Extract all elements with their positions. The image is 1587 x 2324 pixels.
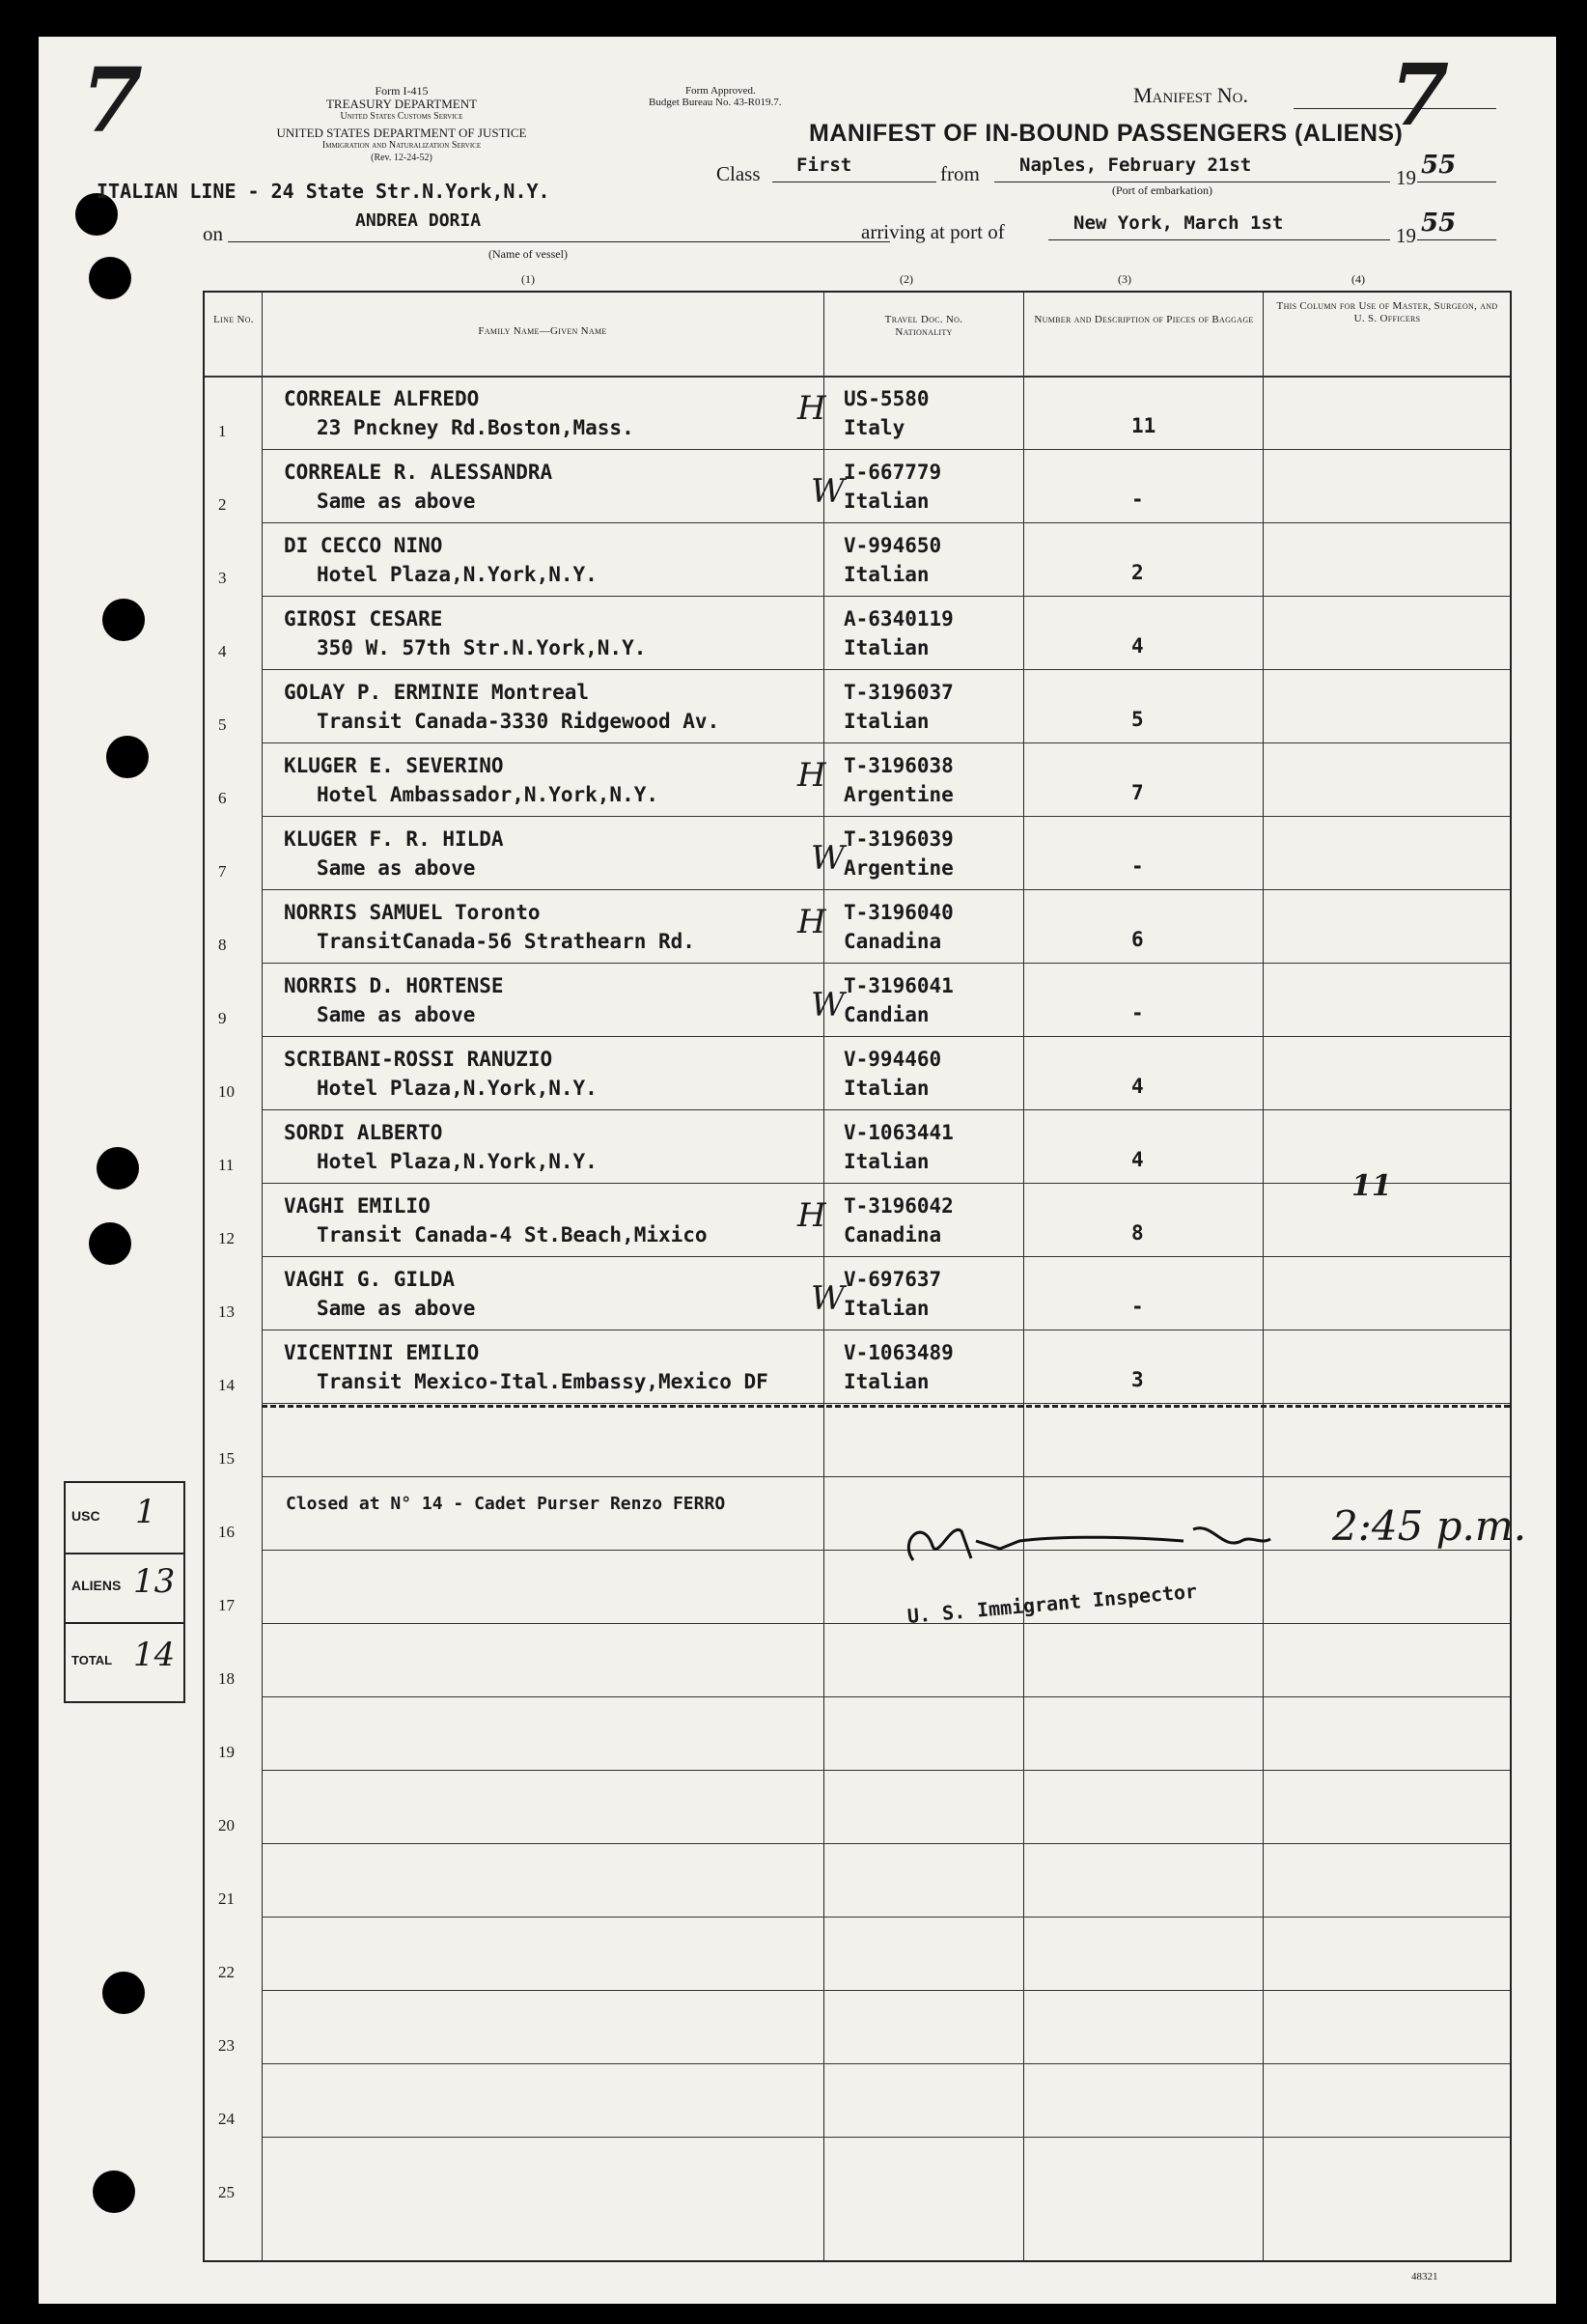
handwritten-w-mark: W bbox=[811, 986, 845, 1024]
handwritten-h-mark: H bbox=[797, 903, 826, 941]
punch-hole bbox=[89, 257, 131, 299]
usc-value: 1 bbox=[135, 1493, 156, 1531]
nationality: Italian bbox=[844, 636, 930, 659]
on-label: on bbox=[203, 222, 223, 245]
line-number: 8 bbox=[218, 936, 227, 954]
passenger-address: Transit Mexico-Ital.Embassy,Mexico DF bbox=[317, 1370, 768, 1393]
line-number: 12 bbox=[218, 1229, 235, 1247]
inspector-label: U. S. Immigrant Inspector bbox=[905, 1579, 1198, 1628]
row-divider bbox=[262, 669, 1510, 670]
travel-doc-number: T-3196038 bbox=[844, 754, 954, 777]
passenger-address: Transit Canada-3330 Ridgewood Av. bbox=[317, 710, 720, 733]
rev-line: (Rev. 12-24-52) bbox=[371, 153, 432, 163]
row-divider bbox=[262, 596, 1510, 597]
baggage-count: - bbox=[1131, 854, 1144, 878]
row-divider bbox=[262, 1476, 1510, 1477]
form-number: Form I-415 bbox=[375, 84, 429, 98]
handwritten-w-mark: W bbox=[811, 839, 845, 878]
passenger-address: Same as above bbox=[317, 856, 476, 880]
column-number-2: (2) bbox=[900, 272, 913, 286]
usc-label: USC bbox=[71, 1508, 100, 1524]
passenger-name: VAGHI G. GILDA bbox=[284, 1268, 456, 1291]
travel-doc-number: V-994460 bbox=[844, 1048, 942, 1071]
passenger-name: KLUGER F. R. HILDA bbox=[284, 827, 504, 851]
row-divider bbox=[262, 1696, 1510, 1697]
passenger-address: Hotel Plaza,N.York,N.Y. bbox=[317, 1150, 598, 1173]
header-baggage: Number and Description of Pieces of Baggage bbox=[1034, 314, 1254, 325]
row-divider bbox=[262, 1403, 1510, 1404]
passenger-name: GOLAY P. ERMINIE Montreal bbox=[284, 681, 590, 704]
line-number: 9 bbox=[218, 1009, 227, 1027]
ins-line: Immigration and Naturalization Service bbox=[321, 140, 482, 151]
handwritten-h-mark: H bbox=[797, 389, 826, 428]
baggage-count: 5 bbox=[1131, 708, 1144, 731]
budget-text: Budget Bureau No. 43-R019.7. bbox=[649, 97, 782, 108]
passenger-address: Transit Canada-4 St.Beach,Mixico bbox=[317, 1223, 708, 1246]
arriving-label: arriving at port of bbox=[861, 220, 1005, 243]
baggage-count: 4 bbox=[1131, 634, 1144, 658]
punch-hole bbox=[93, 2170, 135, 2213]
manifest-title: MANIFEST OF IN-BOUND PASSENGERS (ALIENS) bbox=[809, 120, 1404, 147]
row-divider bbox=[262, 2137, 1510, 2138]
travel-doc-number: T-3196041 bbox=[844, 974, 954, 997]
row-divider bbox=[262, 2063, 1510, 2064]
line-number: 16 bbox=[218, 1523, 235, 1541]
travel-doc-number: T-3196040 bbox=[844, 901, 954, 924]
passenger-address: 23 Pnckney Rd.Boston,Mass. bbox=[317, 416, 634, 439]
baggage-count: 4 bbox=[1131, 1075, 1144, 1098]
closing-separator bbox=[262, 1405, 1510, 1408]
total-label: TOTAL bbox=[71, 1653, 113, 1667]
travel-doc-number: A-6340119 bbox=[844, 607, 954, 630]
nationality: Italian bbox=[844, 490, 930, 513]
line-number: 21 bbox=[218, 1890, 235, 1908]
footer-code: 48321 bbox=[1411, 2271, 1438, 2282]
passenger-address: Same as above bbox=[317, 1297, 476, 1320]
punch-hole bbox=[89, 1222, 131, 1265]
passenger-address: 350 W. 57th Str.N.York,N.Y. bbox=[317, 636, 647, 659]
inspector-signature bbox=[894, 1512, 1338, 1570]
vessel-label: (Name of vessel) bbox=[488, 247, 568, 261]
baggage-count: - bbox=[1131, 1295, 1144, 1318]
row-divider bbox=[262, 1183, 1510, 1184]
passenger-address: TransitCanada-56 Strathearn Rd. bbox=[317, 930, 695, 953]
approval-block bbox=[649, 85, 781, 108]
travel-doc-number: T-3196039 bbox=[844, 827, 954, 851]
treasury-line: TREASURY DEPARTMENT bbox=[325, 97, 478, 111]
header-travel-doc: Travel Doc. No. Nationality bbox=[884, 314, 963, 338]
line-number: 14 bbox=[218, 1376, 235, 1394]
column-number-3: (3) bbox=[1118, 272, 1131, 286]
travel-doc-number: V-1063489 bbox=[844, 1341, 954, 1364]
corner-left-number: 7 bbox=[81, 48, 144, 153]
from-label: from bbox=[940, 162, 980, 185]
baggage-count: 8 bbox=[1131, 1221, 1144, 1245]
nationality: Italian bbox=[844, 1370, 930, 1393]
punch-hole bbox=[102, 599, 145, 641]
row-divider bbox=[262, 449, 1510, 450]
closed-note: Closed at N° 14 - Cadet Purser Renzo FERRO bbox=[286, 1494, 726, 1514]
baggage-count: 11 bbox=[1131, 414, 1156, 437]
baggage-count: 4 bbox=[1131, 1148, 1144, 1171]
passenger-name: CORREALE R. ALESSANDRA bbox=[284, 461, 553, 484]
nationality: Candian bbox=[844, 1003, 930, 1026]
manifest-page bbox=[39, 37, 1556, 2304]
handwritten-w-mark: W bbox=[811, 1279, 845, 1318]
row-divider bbox=[262, 963, 1510, 964]
class-label: Class bbox=[716, 162, 761, 185]
baggage-count: - bbox=[1131, 488, 1144, 511]
total-row bbox=[66, 1622, 183, 1699]
row-divider bbox=[262, 889, 1510, 890]
passenger-name: NORRIS SAMUEL Toronto bbox=[284, 901, 541, 924]
header-name: Family Name—Given Name bbox=[478, 325, 607, 337]
nationality: Argentine bbox=[844, 856, 954, 880]
baggage-count: - bbox=[1131, 1001, 1144, 1024]
form-header bbox=[257, 85, 546, 164]
justice-line: UNITED STATES DEPARTMENT OF JUSTICE bbox=[276, 126, 527, 140]
line-number: 7 bbox=[218, 862, 227, 881]
row-divider bbox=[262, 522, 1510, 523]
vessel-name: ANDREA DORIA bbox=[355, 210, 482, 231]
line-number: 24 bbox=[218, 2110, 235, 2128]
passenger-name: CORREALE ALFREDO bbox=[284, 387, 480, 410]
aliens-value: 13 bbox=[133, 1562, 176, 1601]
baggage-count: 2 bbox=[1131, 561, 1144, 584]
passenger-name: DI CECCO NINO bbox=[284, 534, 443, 557]
row-divider bbox=[262, 1990, 1510, 1991]
count-box bbox=[64, 1481, 185, 1703]
line-number: 13 bbox=[218, 1302, 235, 1321]
line-number: 6 bbox=[218, 789, 227, 807]
nationality: Argentine bbox=[844, 783, 954, 806]
nationality: Canadina bbox=[844, 930, 942, 953]
from-value: Naples, February 21st bbox=[1019, 154, 1252, 176]
column-number-1: (1) bbox=[521, 272, 535, 286]
nationality: Italy bbox=[844, 416, 905, 439]
customs-line: United States Customs Service bbox=[340, 111, 463, 122]
line-number: 18 bbox=[218, 1669, 235, 1688]
passenger-address: Same as above bbox=[317, 490, 476, 513]
manifest-number: 7 bbox=[1390, 44, 1450, 145]
row-divider bbox=[262, 1917, 1510, 1918]
line-number: 15 bbox=[218, 1449, 235, 1468]
signature-time: 2:45 p.m. bbox=[1332, 1502, 1527, 1550]
line-number: 4 bbox=[218, 642, 227, 660]
embark-label: (Port of embarkation) bbox=[1112, 183, 1212, 197]
shipping-line: ITALIAN LINE - 24 State Str.N.York,N.Y. bbox=[97, 180, 550, 203]
manifest-no-label: Manifest No. bbox=[1133, 83, 1248, 107]
line-number: 5 bbox=[218, 715, 227, 734]
arriving-value: New York, March 1st bbox=[1073, 212, 1284, 234]
handwritten-h-mark: H bbox=[797, 1196, 826, 1235]
approved-text: Form Approved. bbox=[685, 85, 756, 97]
year-value-1: 55 bbox=[1421, 151, 1457, 180]
travel-doc-number: US-5580 bbox=[844, 387, 930, 410]
travel-doc-number: V-697637 bbox=[844, 1268, 942, 1291]
total-value: 14 bbox=[133, 1636, 176, 1674]
line-number: 19 bbox=[218, 1743, 235, 1761]
passenger-name: VAGHI EMILIO bbox=[284, 1194, 431, 1218]
row-divider bbox=[262, 1256, 1510, 1257]
line-number: 22 bbox=[218, 1963, 235, 1981]
column-number-4: (4) bbox=[1351, 272, 1365, 286]
officer-total: 11 bbox=[1351, 1169, 1392, 1203]
row-divider bbox=[262, 1623, 1510, 1624]
travel-doc-number: T-3196037 bbox=[844, 681, 954, 704]
year-prefix-1: 19 bbox=[1396, 166, 1416, 189]
class-value: First bbox=[796, 154, 852, 176]
travel-doc-number: I-667779 bbox=[844, 461, 942, 484]
line-number: 3 bbox=[218, 569, 227, 587]
baggage-count: 7 bbox=[1131, 781, 1144, 804]
passenger-name: SORDI ALBERTO bbox=[284, 1121, 443, 1144]
passenger-address: Hotel Ambassador,N.York,N.Y. bbox=[317, 783, 659, 806]
header-line-no: Line No. bbox=[213, 314, 254, 325]
nationality: Italian bbox=[844, 1297, 930, 1320]
header-officers: This Column for Use of Master, Surgeon, and U. S. Officers bbox=[1276, 300, 1498, 324]
line-number: 1 bbox=[218, 422, 227, 440]
line-number: 23 bbox=[218, 2036, 235, 2055]
nationality: Italian bbox=[844, 710, 930, 733]
row-divider bbox=[262, 1109, 1510, 1110]
nationality: Italian bbox=[844, 563, 930, 586]
line-number: 10 bbox=[218, 1082, 235, 1101]
travel-doc-number: T-3196042 bbox=[844, 1194, 954, 1218]
passenger-address: Hotel Plaza,N.York,N.Y. bbox=[317, 1077, 598, 1100]
travel-doc-number: V-1063441 bbox=[844, 1121, 954, 1144]
row-divider bbox=[262, 742, 1510, 743]
passenger-address: Same as above bbox=[317, 1003, 476, 1026]
nationality: Canadina bbox=[844, 1223, 942, 1246]
travel-doc-number: V-994650 bbox=[844, 534, 942, 557]
line-number: 17 bbox=[218, 1596, 235, 1614]
passenger-table bbox=[203, 291, 1512, 2262]
aliens-row bbox=[66, 1553, 183, 1624]
punch-hole bbox=[106, 736, 149, 778]
row-divider bbox=[262, 1843, 1510, 1844]
line-number: 20 bbox=[218, 1816, 235, 1834]
passenger-address: Hotel Plaza,N.York,N.Y. bbox=[317, 563, 598, 586]
handwritten-h-mark: H bbox=[797, 756, 826, 795]
year-prefix-2: 19 bbox=[1396, 224, 1416, 247]
row-divider bbox=[262, 1036, 1510, 1037]
passenger-name: GIROSI CESARE bbox=[284, 607, 443, 630]
nationality: Italian bbox=[844, 1077, 930, 1100]
handwritten-w-mark: W bbox=[811, 472, 845, 511]
aliens-label: ALIENS bbox=[71, 1578, 122, 1593]
row-divider bbox=[262, 816, 1510, 817]
punch-hole bbox=[102, 1972, 145, 2014]
row-divider bbox=[262, 1770, 1510, 1771]
baggage-count: 3 bbox=[1131, 1368, 1144, 1391]
passenger-name: NORRIS D. HORTENSE bbox=[284, 974, 504, 997]
passenger-name: SCRIBANI-ROSSI RANUZIO bbox=[284, 1048, 553, 1071]
line-number: 2 bbox=[218, 495, 227, 514]
passenger-name: KLUGER E. SEVERINO bbox=[284, 754, 504, 777]
nationality: Italian bbox=[844, 1150, 930, 1173]
baggage-count: 6 bbox=[1131, 928, 1144, 951]
passenger-name: VICENTINI EMILIO bbox=[284, 1341, 480, 1364]
punch-hole bbox=[97, 1147, 139, 1190]
line-number: 11 bbox=[218, 1156, 235, 1174]
year-value-2: 55 bbox=[1421, 209, 1457, 238]
usc-row bbox=[66, 1483, 183, 1554]
line-number: 25 bbox=[218, 2183, 235, 2201]
